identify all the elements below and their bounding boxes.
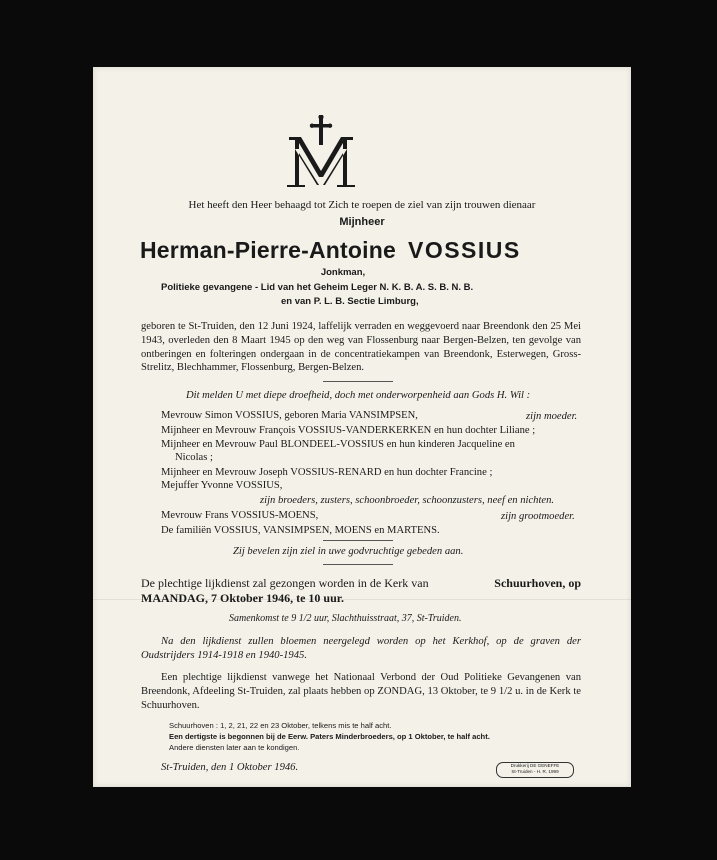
flowers-note: Na den lijkdienst zullen bloemen neergelegd worden op het Kerkhof, op de graven der Oudstrijders 1914-1918 en 1940-1945. [141,636,581,661]
intro-text: Het heeft den Heer behaagd tot Zich te roepen de ziel van zijn trouwen dienaar [188,199,536,211]
printer-stamp [496,762,574,778]
service-text: De plechtige lijkdienst zal gezongen worden in de Kerk van [141,576,429,590]
service-announcement [141,576,581,606]
family-line: Nicolas ; [175,452,213,463]
printer-location: St-Truiden - H. R. 1999 [511,769,559,774]
divider [323,540,393,541]
mourning-intro: Dit melden U met diepe droefheid, doch met onderworpenheid aan Gods H. Wil : [186,390,531,401]
family-line: Mijnheer en Mevrouw François VOSSIUS-VANDERKERKEN en hun dochter Liliane ; [161,425,536,436]
gathering-info: Samenkomst te 9 1/2 uur, Slachthuisstraat, 37, St-Truiden. [229,613,462,624]
family-line: Mejuffer Yvonne VOSSIUS, [161,480,283,491]
noble-title: Jonkman, [320,267,366,278]
family-relation: zijn broeders, zusters, schoonbroeder, schoonzusters, neef en nichten. [260,495,555,506]
affiliation-line-2: en van P. L. B. Sectie Limburg, [281,296,419,307]
family-relation: zijn grootmoeder. [501,511,575,522]
mass-schedule: Een dertigste is begonnen bij de Eerw. Paters Minderbroeders, op 1 Oktober, te half acht. [169,732,490,741]
place-date: St-Truiden, den 1 Oktober 1946. [161,762,299,773]
family-line: Mijnheer en Mevrouw Joseph VOSSIUS-RENARD en hun dochter Francine ; [161,467,493,478]
cross-monogram-icon [283,115,359,187]
mass-schedule: Schuurhoven : 1, 2, 21, 22 en 23 Oktober, telkens mis te half acht. [169,721,392,730]
deceased-name [140,237,521,264]
family-line: De familiën VOSSIUS, VANSIMPSEN, MOENS en MARTENS. [161,525,440,536]
biography: geboren te St-Truiden, den 12 Juni 1924, laffelijk verraden en weggevoerd naar Breendonk den 25 Mei 1943, overleden den 8 Maart 1945 op den weg van Flossenburg naar Bergen-Belzen, ten gevolge van ontberingen en folteringen ondergaan in de concentratiekampen van Breendonk, Esterwegen, Gross-Strelitz, Blechhammer, Flossenburg, Bergen-Belzen. [141,321,581,374]
mass-schedule: Andere diensten later aan te kondigen. [169,743,300,752]
family-line: Mevrouw Simon VOSSIUS, geboren Maria VANSIMPSEN, [161,410,418,421]
given-names: Herman-Pierre-Antoine [140,237,396,263]
surname: VOSSIUS [407,237,521,263]
service-date: MAANDAG, 7 Oktober 1946, te 10 uur. [141,591,344,605]
family-line: Mevrouw Frans VOSSIUS-MOENS, [161,510,319,521]
death-notice-card [93,67,631,787]
family-line: Mijnheer en Mevrouw Paul BLONDEEL-VOSSIUS en hun kinderen Jacqueline en [161,439,515,450]
memorial-service: Een plechtige lijkdienst vanwege het Nationaal Verbond der Oud Politieke Gevangenen van Breendonk, Afdeeling St-Truiden, zal plaats hebben op ZONDAG, 13 Oktober, te 9 1/2 u. in de Kerk te Schuurhoven. [141,672,581,711]
divider [323,564,393,565]
service-church: Schuurhoven, op [494,576,581,590]
divider [323,381,393,382]
prayer-request: Zij bevelen zijn ziel in uwe godvruchtige gebeden aan. [233,546,464,557]
affiliation-line-1: Politieke gevangene - Lid van het Geheim Leger N. K. B. A. S. B. N. B. [161,282,474,293]
printer-name: Drukkerij DE GENEFFE [510,763,560,768]
family-relation: zijn moeder. [526,411,578,422]
honorific: Mijnheer [339,216,385,228]
